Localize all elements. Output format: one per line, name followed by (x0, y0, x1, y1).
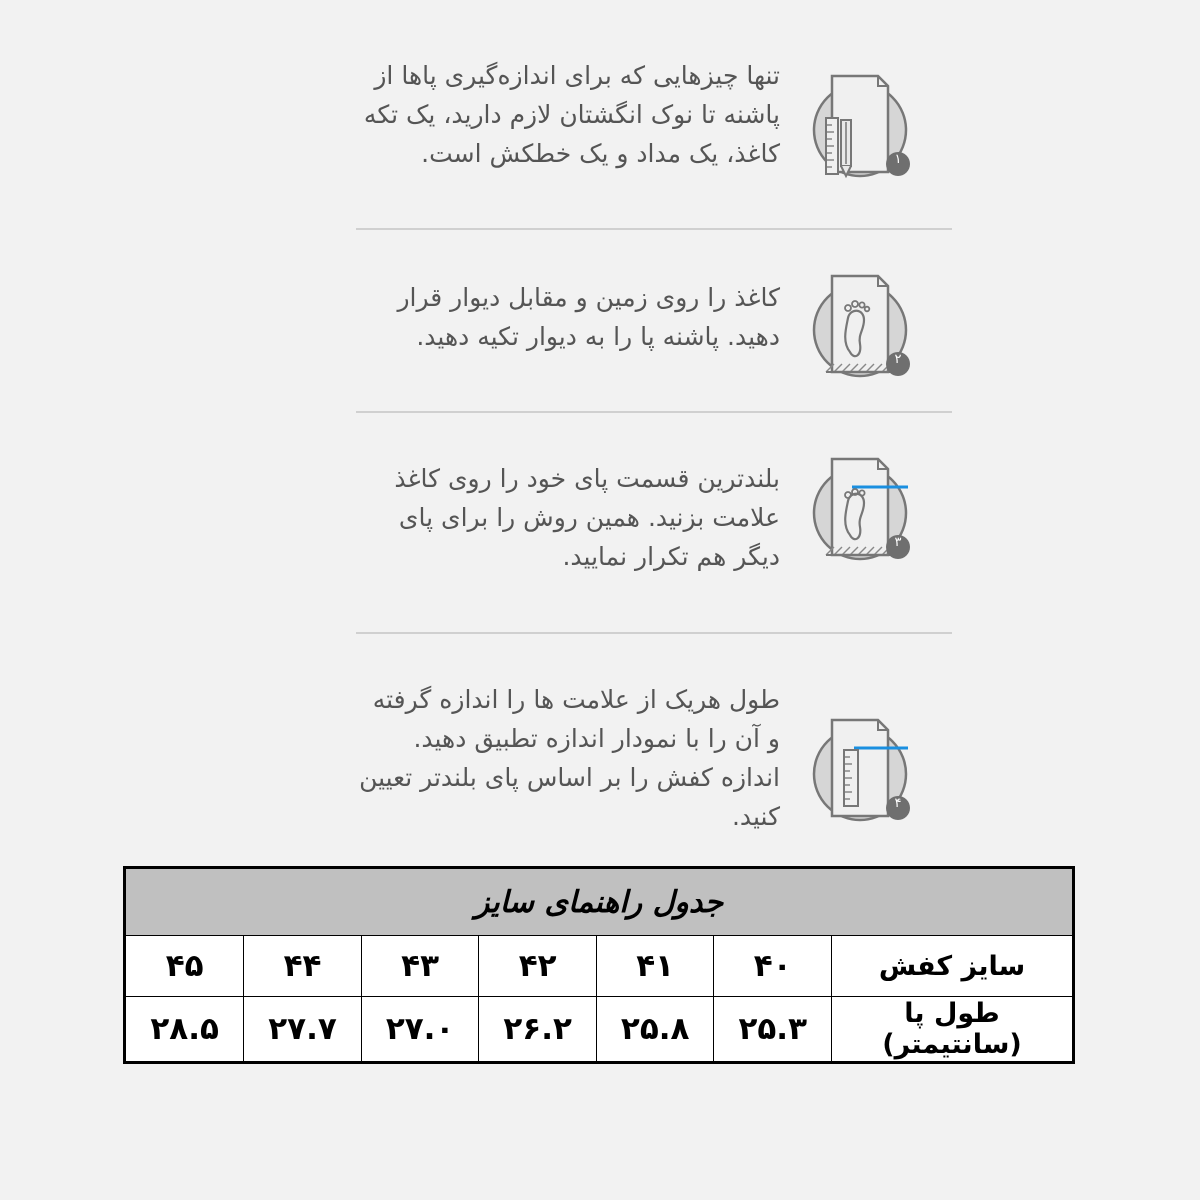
step-4 (356, 634, 952, 864)
table-row (125, 936, 1074, 997)
step-number-badge: ۴ (894, 796, 902, 811)
table-title: جدول راهنمای سایز (125, 868, 1074, 936)
foot-length-cell: ۲۷.۷ (244, 997, 362, 1063)
foot-length-cell: ۲۶.۲ (479, 997, 597, 1063)
paper-ruler-mark-icon (812, 716, 916, 828)
row-label-shoe-size: سایز کفش (832, 936, 1074, 997)
row-label-foot-length: طول پا (سانتیمتر) (832, 997, 1074, 1063)
step-text: بلندترین قسمت پای خود را روی کاغذ علامت بزنید. همین روش را برای پای دیگر هم تکرار نمایید. (394, 464, 780, 571)
step-number-badge: ٢ (894, 352, 902, 367)
step-text: طول هریک از علامت ها را اندازه گرفته و آن را با نمودار اندازه تطبیق دهید. اندازه کفش را بر اساس پای بلندتر تعیین کنید. (359, 685, 780, 831)
step-2 (356, 230, 952, 413)
step-number-badge: ١ (894, 152, 902, 167)
step-1 (356, 0, 952, 230)
step-number-badge: ٣ (894, 535, 902, 550)
shoe-size-cell: ۴۲ (479, 936, 597, 997)
shoe-size-cell: ۴۱ (596, 936, 714, 997)
shoe-size-cell: ۴۴ (244, 936, 362, 997)
step-text: تنها چیزهایی که برای اندازه‌گیری پاها از پاشنه تا نوک انگشتان لازم دارید، یک تکه کاغذ، یک مداد و یک خطکش است. (363, 61, 780, 168)
shoe-size-cell: ۴۵ (125, 936, 244, 997)
paper-footprint-icon (812, 272, 916, 384)
table-row (125, 997, 1074, 1063)
paper-footprint-mark-icon (812, 455, 916, 567)
instruction-steps (356, 0, 952, 864)
step-text: کاغذ را روی زمین و مقابل دیوار قرار دهید. پاشنه پا را به دیوار تکیه دهید. (397, 283, 780, 351)
shoe-size-cell: ۴۰ (714, 936, 832, 997)
step-3 (356, 413, 952, 634)
size-guide-table (123, 866, 1075, 1064)
foot-length-cell: ۲۵.۸ (596, 997, 714, 1063)
foot-length-cell: ۲۸.۵ (125, 997, 244, 1063)
foot-length-cell: ۲۷.۰ (361, 997, 479, 1063)
paper-ruler-pencil-icon (812, 70, 916, 182)
foot-length-cell: ۲۵.۳ (714, 997, 832, 1063)
shoe-size-cell: ۴۳ (361, 936, 479, 997)
